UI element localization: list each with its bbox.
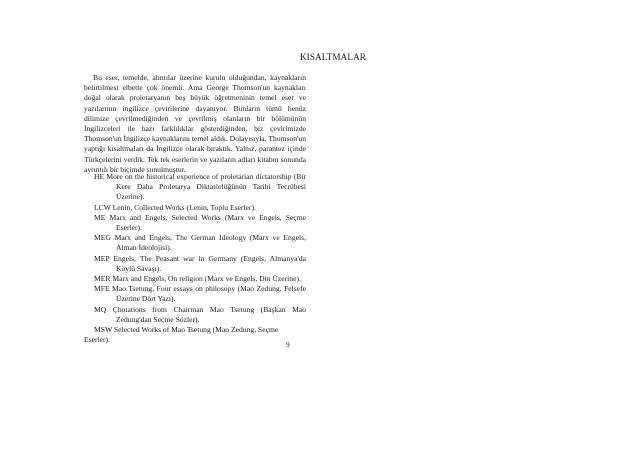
intro-paragraph-block xyxy=(84,73,306,175)
abbreviation-item-lcw: LCW Lenin, Collected Works (Lenin, Toplu Eserler). xyxy=(94,202,256,212)
page-number: 9 xyxy=(286,340,290,349)
abbreviation-item-mq: MQ Çhotations from Chairman Mao Tsetung (Başkan Mao Zedung'dan Seçme Sözler). xyxy=(94,304,306,324)
abbreviation-item-me: ME Marx and Engels, Selected Works (Marx ve Engels, Seçme Eserler). xyxy=(94,212,306,233)
abbreviation-item-msw-line1: MSW Selected Works of Mao Tsetung (Mao Zedung, Seçme xyxy=(94,325,279,335)
abbreviation-item-mer: MER Marx and Engels, On religion (Marx ve Engels, Din Üzerine). xyxy=(94,274,301,284)
intro-paragraph: Bu eser, temelde, alıntılar üzerine kurulu olduğundan, kaynakların belirtilmesi elbette çok önemli. Ama George Thomson'un kaynakları doğal olarak proletaryanın beş büyük öğretmeninin temel eser ve yazılarının ingilizce çevirilerine dayanıyor. Bunların tümü henüz dilimize çevrilmediğinden ve çevrilmiş olanların bir bölümünün İngilizceleri ile bazı farklılıklar gösterdiğinden, biz çevirimizde Thomson'un İngilizce kaynaklarını temel aldık. Dolayısıyla, Thomson'un yaptığı kısaltmaları da İngilizce olarak bıraktık. Yalnız, parantez içinde Türkçelerini verdik. Tek tek eserlerin ve yazıların adları kitabın sonunda ayrıntılı bir biçimde sunulmuştur. xyxy=(84,73,306,174)
abbreviation-list xyxy=(84,172,306,345)
abbreviation-item-msw xyxy=(84,325,306,345)
page-title: KISALTMALAR xyxy=(299,52,367,62)
abbreviation-item-meg: MEG Marx and Engels, The German Ideology (Marx ve Engels, Alman İdeolojisi). xyxy=(94,233,306,253)
abbreviation-item-mep: MEP Engels, The Peasant war in Germany (Engels, Almanya'da Köylü Savaşı). xyxy=(94,253,306,273)
abbreviation-item-mfe: MFE Mao Tsetung, Four essays on philosopy (Mao Zedung, Felsefe Üzerine Dört Yazı). xyxy=(94,284,306,304)
abbreviation-item-msw-line2: Eserler). xyxy=(84,335,110,345)
abbreviation-item-he: HE More on the historical experience of proletarian dictatorship (Bir Kere Daha Proletarya Diktatörlüğünün Tarihi Tecrübesi Üzerine). xyxy=(94,172,306,202)
